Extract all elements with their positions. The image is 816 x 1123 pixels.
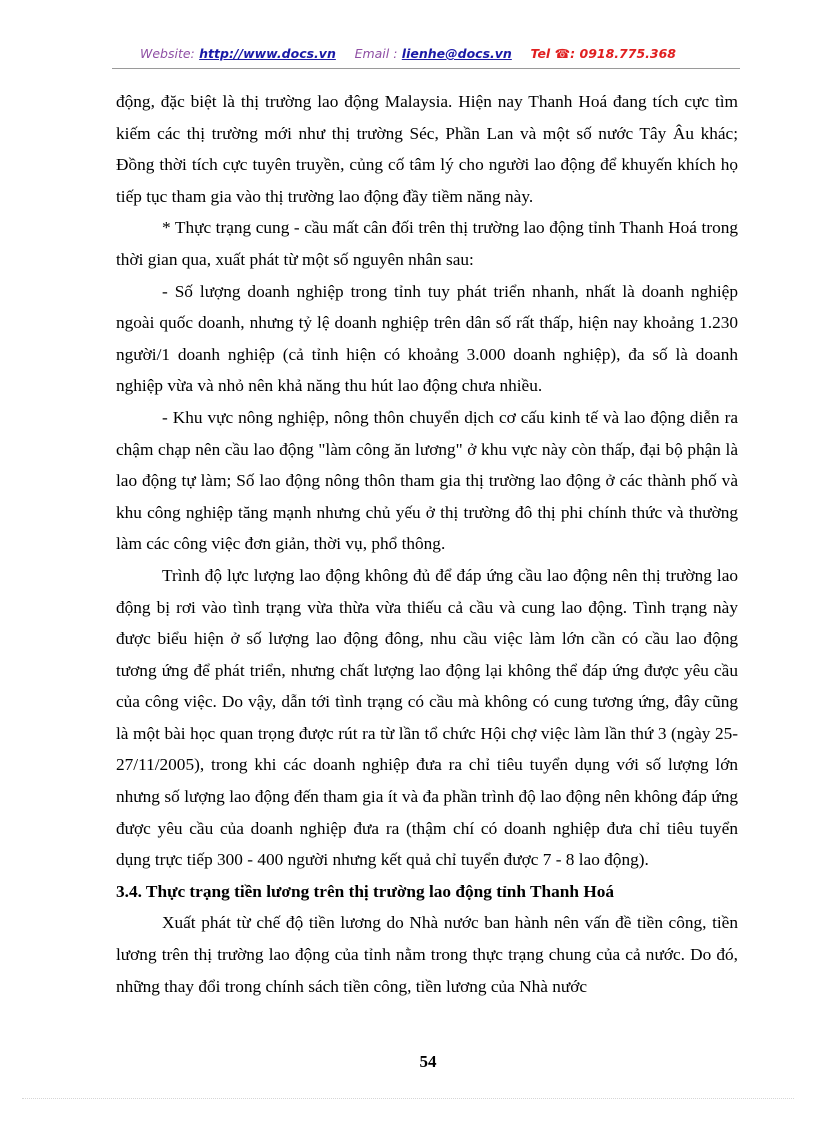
- email-label: Email :: [354, 46, 398, 61]
- page-header: [0, 46, 816, 61]
- document-body: [116, 86, 738, 1002]
- section-heading: 3.4. Thực trạng tiền lương trên thị trường lao động tỉnh Thanh Hoá: [116, 881, 615, 901]
- page-bottom-border: [22, 1098, 794, 1099]
- page-number: 54: [419, 1052, 437, 1071]
- tel-label: Tel: [530, 46, 551, 61]
- header-divider: [112, 68, 740, 69]
- paragraph-2: * Thực trạng cung - cầu mất cân đối trên thị trường lao động tỉnh Thanh Hoá trong thời gian qua, xuất phát từ một số nguyên nhân sau:: [116, 218, 738, 269]
- tel-number: : 0918.775.368: [570, 46, 676, 61]
- paragraph-4: - Khu vực nông nghiệp, nông thôn chuyển dịch cơ cấu kinh tế và lao động diễn ra chậm chạp nên cầu lao động "làm công ăn lương" ở khu vực này còn thấp, đại bộ phận là lao động tự làm; Số lao động nông thôn tham gia thị trường lao động ở các thành phố và khu công nghiệp tăng mạnh nhưng chủ yếu ở thị trường đô thị phi chính thức và thường làm các công việc đơn giản, thời vụ, phổ thông.: [116, 407, 738, 554]
- paragraph-1: động, đặc biệt là thị trường lao động Malaysia. Hiện nay Thanh Hoá đang tích cực tìm kiếm các thị trường mới như thị trường Séc, Phần Lan và một số nước Tây Âu khác; Đồng thời tích cực tuyên truyền, củng cố tâm lý cho người lao động để khuyến khích họ tiếp tục tham gia vào thị trường lao động đầy tiềm năng này.: [116, 92, 738, 206]
- phone-icon: ☎: [554, 46, 571, 61]
- website-label: Website:: [140, 46, 195, 61]
- email-link[interactable]: lienhe@docs.vn: [401, 46, 512, 61]
- paragraph-6: Xuất phát từ chế độ tiền lương do Nhà nước ban hành nên vấn đề tiền công, tiền lương trên thị trường lao động của tỉnh nằm trong thực trạng chung của cả nước. Do đó, những thay đổi trong chính sách tiền công, tiền lương của Nhà nước: [116, 913, 738, 996]
- paragraph-3: - Số lượng doanh nghiệp trong tỉnh tuy phát triển nhanh, nhất là doanh nghiệp ngoài quốc doanh, nhưng tỷ lệ doanh nghiệp trên dân số rất thấp, hiện nay khoảng 1.230 người/1 doanh nghiệp (cả tỉnh hiện có khoảng 3.000 doanh nghiệp), đa số là doanh nghiệp vừa và nhỏ nên khả năng thu hút lao động chưa nhiều.: [116, 281, 738, 396]
- paragraph-5: Trình độ lực lượng lao động không đủ để đáp ứng cầu lao động nên thị trường lao động bị rơi vào tình trạng vừa thừa vừa thiếu cả cầu và cung lao động. Tình trạng này được biểu hiện ở số lượng lao động đông, nhu cầu việc làm lớn cần có cầu lao động tương ứng để phát triển, nhưng chất lượng lao động lại không thể đáp ứng được yêu cầu của công việc. Do vậy, dẫn tới tình trạng có cầu mà không có cung tương ứng, đây cũng là một bài học quan trọng được rút ra từ lần tổ chức Hội chợ việc làm lần thứ 3 (ngày 25-27/11/2005), trong khi các doanh nghiệp đưa ra chỉ tiêu tuyển dụng với số lượng lớn nhưng số lượng lao động đến tham gia ít và đa phần trình độ lao động nên không đáp ứng được yêu cầu của doanh nghiệp đưa ra (thậm chí có doanh nghiệp đưa chỉ tiêu tuyển dụng trực tiếp 300 - 400 người nhưng kết quả chỉ tuyển được 7 - 8 lao động).: [116, 565, 738, 870]
- website-link[interactable]: http://www.docs.vn: [199, 46, 336, 61]
